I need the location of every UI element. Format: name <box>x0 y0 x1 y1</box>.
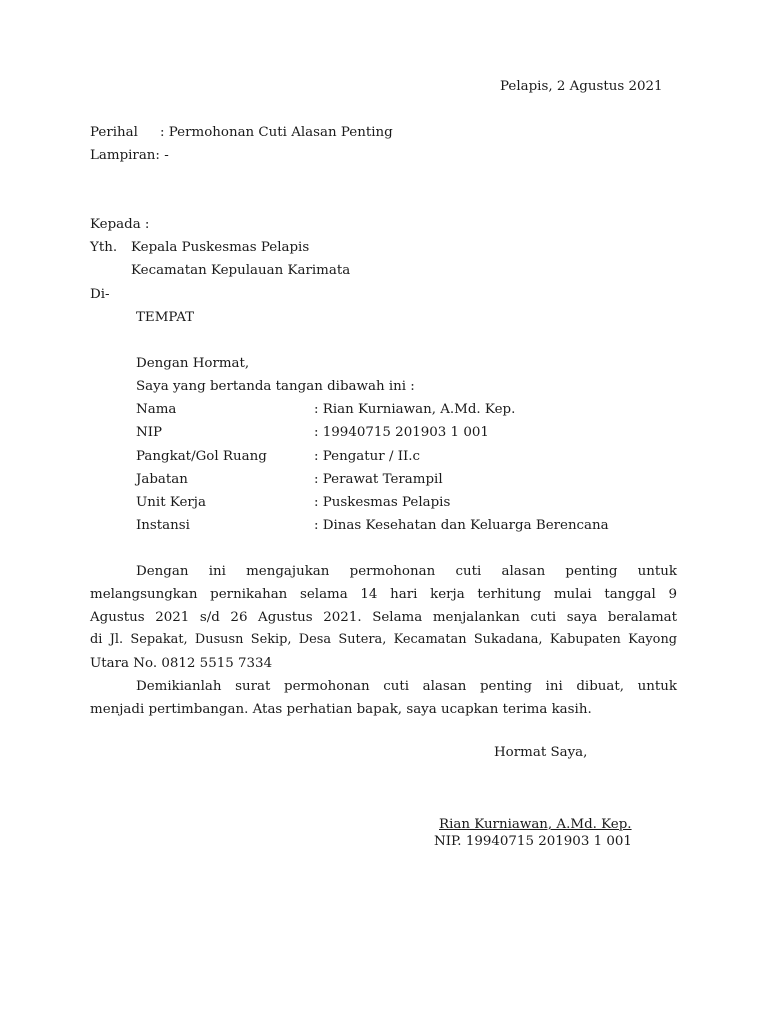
identity-label-pangkat: Pangkat/Gol Ruang <box>136 449 267 464</box>
greeting: Dengan Hormat, <box>136 356 250 371</box>
body-p1-line-4: di Jl. Sepakat, Dususn Sekip, Desa Sutera, Kecamatan Sukadana, Kabupaten Kayong <box>90 632 677 647</box>
identity-label-nip: NIP <box>136 425 163 440</box>
body-p1-line-2: melangsungkan pernikahan selama 14 hari kerja terhitung mulai tanggal 9 <box>90 587 677 602</box>
intro: Saya yang bertanda tangan dibawah ini : <box>136 379 415 394</box>
lampiran: Lampiran: - <box>90 148 169 163</box>
tempat-label: TEMPAT <box>136 310 195 325</box>
body-p1-line-5: Utara No. 0812 5515 7334 <box>90 656 273 671</box>
body-p1-line-3: Agustus 2021 s/d 26 Agustus 2021. Selama menjalankan cuti saya beralamat <box>90 610 677 625</box>
recipient-line-1: Kepala Puskesmas Pelapis <box>131 240 310 255</box>
identity-label-instansi: Instansi <box>136 518 190 533</box>
perihal-value: : Permohonan Cuti Alasan Penting <box>160 125 393 140</box>
kepada-label: Kepada : <box>90 217 150 232</box>
identity-label-unit-kerja: Unit Kerja <box>136 495 206 510</box>
closing-hormat: Hormat Saya, <box>494 745 588 760</box>
identity-value-nama: : Rian Kurniawan, A.Md. Kep. <box>314 402 516 417</box>
identity-label-jabatan: Jabatan <box>136 472 188 487</box>
identity-value-instansi: : Dinas Kesehatan dan Keluarga Berencana <box>314 518 609 533</box>
yth-label: Yth. <box>90 240 118 255</box>
body-p1-line-1: Dengan ini mengajukan permohonan cuti alasan penting untuk <box>136 564 677 579</box>
perihal-label: Perihal <box>90 125 138 140</box>
di-label: Di- <box>90 287 110 302</box>
signatory-nip: NIP. 19940715 201903 1 001 <box>434 834 632 849</box>
identity-value-jabatan: : Perawat Terampil <box>314 472 443 487</box>
identity-value-pangkat: : Pengatur / II.c <box>314 449 421 464</box>
place-date: Pelapis, 2 Agustus 2021 <box>500 79 663 94</box>
identity-value-unit-kerja: : Puskesmas Pelapis <box>314 495 451 510</box>
signatory-name: Rian Kurniawan, A.Md. Kep. <box>439 817 632 832</box>
body-p2-line-1: Demikianlah surat permohonan cuti alasan penting ini dibuat, untuk <box>136 679 677 694</box>
body-p2-line-2: menjadi pertimbangan. Atas perhatian bapak, saya ucapkan terima kasih. <box>90 702 592 717</box>
recipient-line-2: Kecamatan Kepulauan Karimata <box>131 263 351 278</box>
identity-label-nama: Nama <box>136 402 177 417</box>
identity-value-nip: : 19940715 201903 1 001 <box>314 425 489 440</box>
